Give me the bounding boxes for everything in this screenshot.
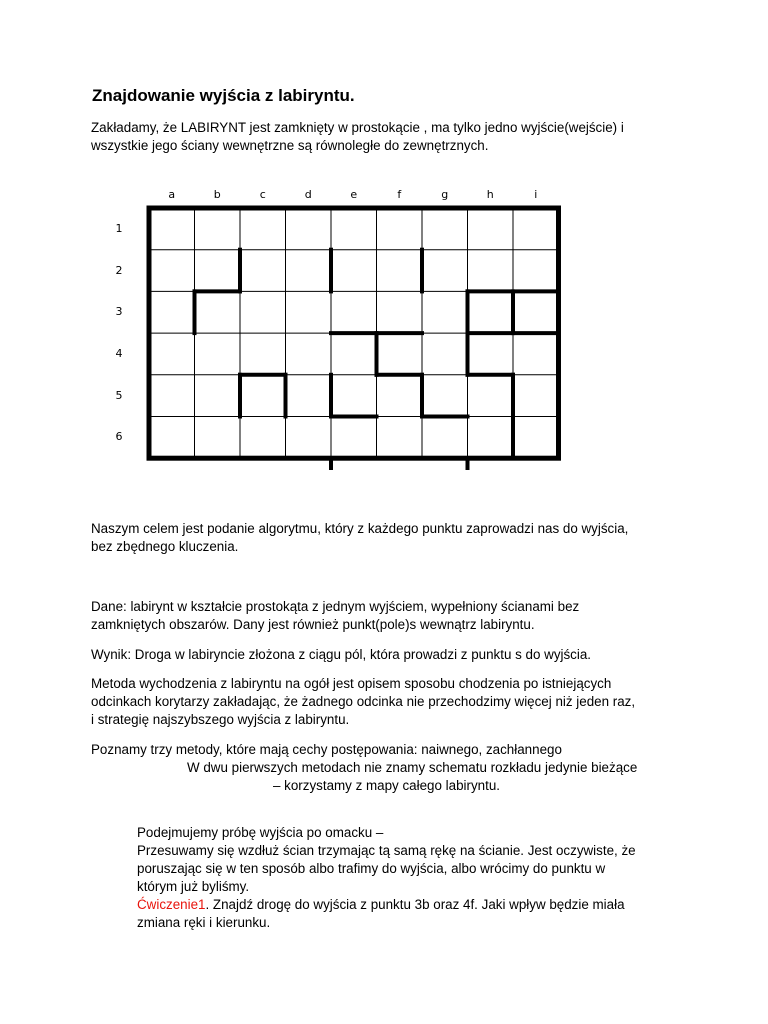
- wynik-paragraph: [91, 646, 691, 664]
- method1-line: którym już byliśmy.: [137, 879, 250, 894]
- goal-line: Naszym celem jest podanie algorytmu, który z każdego punktu zaprowadzi nas do wyjścia,: [91, 521, 629, 536]
- column-label: g: [441, 188, 449, 201]
- method1-line: Podejmujemy próbę wyjścia po omacku –: [137, 825, 384, 840]
- intro-line: Zakładamy, że LABIRYNT jest zamknięty w prostokącie , ma tylko jedno wyjście(wejście) i: [91, 120, 624, 135]
- intro-line: wszystkie jego ściany wewnętrzne są równoległe do zewnętrznych.: [91, 138, 489, 153]
- poznamy-line: W dwu pierwszych metodach nie znamy schematu rozkładu jedynie bieżące: [187, 760, 638, 775]
- column-label: a: [168, 188, 176, 201]
- exercise-label: Ćwiczenie1: [137, 897, 206, 912]
- metoda-line: i strategię najszybszego wyjścia z labiryntu.: [91, 712, 350, 727]
- metoda-line: odcinkach korytarzy zakładając, że żadnego odcinka nie przechodzimy więcej niż jeden raz,: [91, 694, 636, 709]
- dane-paragraph: [91, 598, 691, 634]
- column-label: f: [397, 188, 402, 201]
- column-label: b: [213, 188, 221, 201]
- row-label: 4: [115, 346, 123, 360]
- row-label: 3: [115, 305, 123, 319]
- maze-grid: [100, 185, 570, 470]
- metoda-line: Metoda wychodzenia z labiryntu na ogół jest opisem sposobu chodzenia po istniejących: [91, 676, 612, 691]
- column-label: c: [259, 188, 266, 201]
- dane-line: zamkniętych obszarów. Dany jest również punkt(pole)s wewnątrz labiryntu.: [91, 617, 535, 632]
- wynik-line: Wynik: Droga w labiryncie złożona z ciągu pól, która prowadzi z punktu s do wyjścia.: [91, 647, 592, 662]
- dane-line: Dane: labirynt w kształcie prostokąta z jednym wyjściem, wypełniony ścianami bez: [91, 599, 580, 614]
- row-label: 5: [115, 388, 123, 402]
- poznamy-line: – korzystamy z mapy całego labiryntu.: [273, 778, 500, 793]
- method1-line: poruszając się w ten sposób albo trafimy do wyjścia, albo wrócimy do punktu w: [137, 861, 606, 876]
- page-title: Znajdowanie wyjścia z labiryntu.: [92, 86, 355, 105]
- goal-line: bez zbędnego kluczenia.: [91, 539, 239, 554]
- row-label: 2: [115, 263, 123, 277]
- method1-line: Przesuwamy się wzdłuż ścian trzymając tą samą rękę na ścianie. Jest oczywiste, że: [137, 843, 636, 858]
- poznamy-line: Poznamy trzy metody, które mają cechy postępowania: naiwnego, zachłannego: [91, 742, 562, 757]
- metoda-paragraph: [91, 675, 691, 729]
- column-label: e: [350, 188, 358, 201]
- exercise-line: zmiana ręki i kierunku.: [137, 915, 271, 930]
- column-label: d: [304, 188, 312, 201]
- row-label: 1: [115, 221, 123, 235]
- goal-paragraph: [91, 520, 691, 556]
- exercise-line: [137, 896, 697, 914]
- method1-paragraph: [137, 824, 697, 932]
- column-label: i: [534, 188, 538, 201]
- maze-diagram: [100, 185, 570, 470]
- row-label: 6: [115, 430, 123, 444]
- poznamy-paragraph: [91, 741, 691, 795]
- exercise-text: . Znajdź drogę do wyjścia z punktu 3b oraz 4f. Jaki wpływ będzie miała: [205, 897, 625, 912]
- column-label: h: [486, 188, 494, 201]
- intro-paragraph: [91, 119, 691, 155]
